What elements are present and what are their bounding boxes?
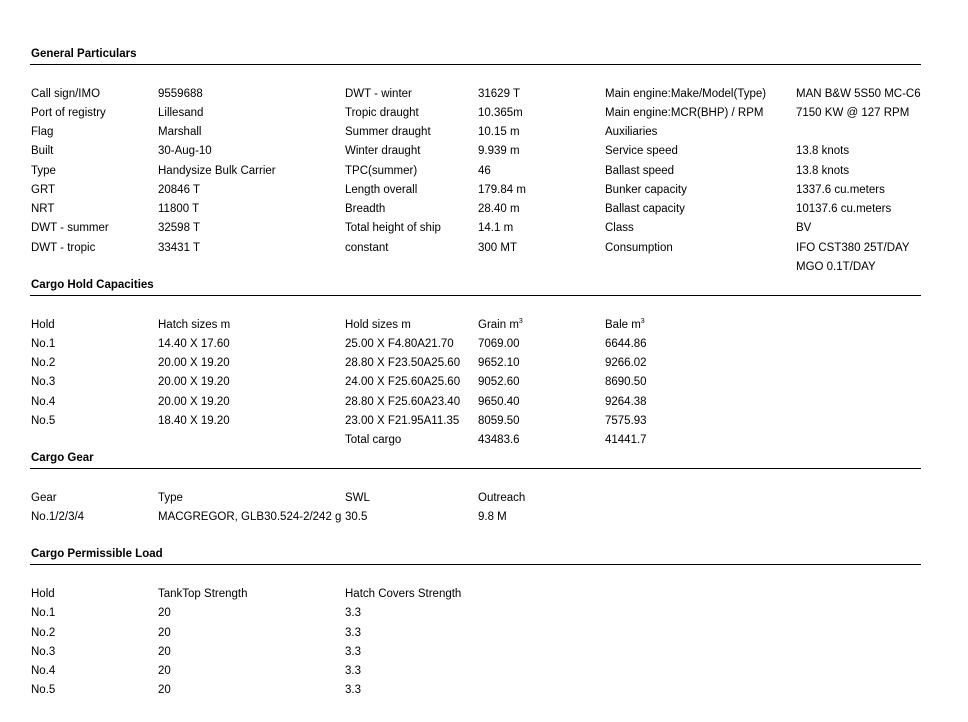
gear-cell-gear: No.1/2/3/4: [31, 511, 85, 523]
section-title-cargo-hold-capacities: Cargo Hold Capacities: [31, 279, 154, 291]
holds-cell-bale: 8690.50: [605, 376, 647, 388]
holds-cell-bale: 9266.02: [605, 357, 647, 369]
general-value: 31629 T: [478, 88, 520, 100]
load-cell-tanktop: 20: [158, 646, 171, 658]
general-label: DWT - summer: [31, 222, 109, 234]
section-title-cargo-permissible-load: Cargo Permissible Load: [31, 548, 163, 560]
holds-cell-hatch: 18.40 X 19.20: [158, 415, 230, 427]
holds-cell-hold: No.1: [31, 338, 56, 350]
general-label: Service speed: [605, 145, 678, 157]
general-value: BV: [796, 222, 812, 234]
general-value: 14.1 m: [478, 222, 514, 234]
holds-cell-hatch: 20.00 X 19.20: [158, 376, 230, 388]
holds-cell-hold: No.2: [31, 357, 56, 369]
general-value: Lillesand: [158, 107, 204, 119]
holds-cell-hatch: 20.00 X 19.20: [158, 396, 230, 408]
general-value: Marshall: [158, 126, 202, 138]
general-value: 179.84 m: [478, 184, 526, 196]
general-value: 10.15 m: [478, 126, 520, 138]
load-cell-tanktop: 20: [158, 607, 171, 619]
general-label: Winter draught: [345, 145, 421, 157]
load-cell-tanktop: 20: [158, 627, 171, 639]
general-label: Consumption: [605, 242, 673, 254]
holds-header-bale: [605, 318, 645, 332]
load-cell-hold: No.2: [31, 627, 56, 639]
gear-header-outreach: Outreach: [478, 492, 526, 504]
general-label: Port of registry: [31, 107, 106, 119]
general-label: Total height of ship: [345, 222, 441, 234]
holds-cell-holdsize: 28.80 X F23.50A25.60: [345, 357, 461, 369]
load-header-hold: Hold: [31, 588, 55, 600]
general-label: constant: [345, 242, 389, 254]
load-cell-tanktop: 20: [158, 665, 171, 677]
holds-cell-grain: 8059.50: [478, 415, 520, 427]
general-label: Length overall: [345, 184, 418, 196]
general-label: Built: [31, 145, 54, 157]
general-value: 33431 T: [158, 242, 200, 254]
holds-cell-grain: 9650.40: [478, 396, 520, 408]
general-value-consumption-extra: MGO 0.1T/DAY: [796, 261, 876, 273]
holds-cell-bale: 7575.93: [605, 415, 647, 427]
general-label: DWT - tropic: [31, 242, 96, 254]
load-cell-hatch: 3.3: [345, 665, 361, 677]
general-label: Main engine:Make/Model(Type): [605, 88, 767, 100]
general-value: 9559688: [158, 88, 203, 100]
holds-cell-holdsize: 25.00 X F4.80A21.70: [345, 338, 454, 350]
section-title-general-particulars: General Particulars: [31, 48, 137, 60]
general-label: TPC(summer): [345, 165, 418, 177]
general-label: Bunker capacity: [605, 184, 687, 196]
section-divider: [30, 295, 921, 296]
general-label: Type: [31, 165, 56, 177]
holds-cell-holdsize: 24.00 X F25.60A25.60: [345, 376, 461, 388]
general-value: 28.40 m: [478, 203, 520, 215]
general-label: Tropic draught: [345, 107, 419, 119]
load-cell-tanktop: 20: [158, 684, 171, 696]
holds-cell-grain: 7069.00: [478, 338, 520, 350]
gear-cell-swl: 30.5: [345, 511, 368, 523]
general-value: 46: [478, 165, 491, 177]
holds-header-grain: [478, 318, 523, 332]
load-cell-hatch: 3.3: [345, 627, 361, 639]
general-value: 30-Aug-10: [158, 145, 212, 157]
gear-header-swl: SWL: [345, 492, 370, 504]
holds-header-holdsize: Hold sizes m: [345, 319, 411, 331]
general-label: DWT - winter: [345, 88, 412, 100]
load-cell-hold: No.1: [31, 607, 56, 619]
load-cell-hatch: 3.3: [345, 646, 361, 658]
unit-superscript: 3: [518, 318, 523, 325]
section-divider: [30, 468, 921, 469]
gear-cell-type: MACGREGOR, GLB30.524-2/242 g: [158, 511, 342, 523]
general-value: 11800 T: [158, 203, 200, 215]
general-label: Call sign/IMO: [31, 88, 101, 100]
bale-label: Bale m: [605, 319, 641, 331]
grain-label: Grain m: [478, 319, 519, 331]
holds-cell-holdsize: 28.80 X F25.60A23.40: [345, 396, 461, 408]
general-label: Main engine:MCR(BHP) / RPM: [605, 107, 764, 119]
general-label: Class: [605, 222, 634, 234]
load-header-tanktop: TankTop Strength: [158, 588, 248, 600]
load-cell-hold: No.4: [31, 665, 56, 677]
general-value: 13.8 knots: [796, 145, 850, 157]
load-cell-hatch: 3.3: [345, 684, 361, 696]
general-label: Flag: [31, 126, 54, 138]
load-cell-hold: No.3: [31, 646, 56, 658]
holds-total-bale: 41441.7: [605, 434, 647, 446]
general-value: 1337.6 cu.meters: [796, 184, 885, 196]
holds-cell-holdsize: 23.00 X F21.95A11.35: [345, 415, 460, 427]
general-value: 9.939 m: [478, 145, 520, 157]
general-label: Ballast capacity: [605, 203, 685, 215]
holds-cell-hatch: 14.40 X 17.60: [158, 338, 230, 350]
general-value: Handysize Bulk Carrier: [158, 165, 276, 177]
general-label: NRT: [31, 203, 55, 215]
load-cell-hatch: 3.3: [345, 607, 361, 619]
section-divider: [30, 564, 921, 565]
general-label: Auxiliaries: [605, 126, 658, 138]
holds-cell-hold: No.5: [31, 415, 56, 427]
unit-superscript: 3: [640, 318, 645, 325]
general-label: Ballast speed: [605, 165, 675, 177]
general-value: 300 MT: [478, 242, 517, 254]
general-value: 10.365m: [478, 107, 523, 119]
general-value: 32598 T: [158, 222, 200, 234]
holds-total-grain: 43483.6: [478, 434, 520, 446]
holds-header-hatch: Hatch sizes m: [158, 319, 231, 331]
holds-total-label: Total cargo: [345, 434, 402, 446]
holds-cell-bale: 9264.38: [605, 396, 647, 408]
load-cell-hold: No.5: [31, 684, 56, 696]
general-value: 20846 T: [158, 184, 200, 196]
general-value: MAN B&W 5S50 MC-C6: [796, 88, 921, 100]
gear-header-type: Type: [158, 492, 183, 504]
holds-cell-hold: No.3: [31, 376, 56, 388]
general-label: GRT: [31, 184, 56, 196]
general-label: Breadth: [345, 203, 386, 215]
general-value: 13.8 knots: [796, 165, 850, 177]
section-title-cargo-gear: Cargo Gear: [31, 452, 94, 464]
general-value: 10137.6 cu.meters: [796, 203, 892, 215]
load-header-hatch: Hatch Covers Strength: [345, 588, 462, 600]
holds-cell-hatch: 20.00 X 19.20: [158, 357, 230, 369]
general-value: 7150 KW @ 127 RPM: [796, 107, 910, 119]
gear-header-gear: Gear: [31, 492, 57, 504]
general-value: IFO CST380 25T/DAY: [796, 242, 910, 254]
gear-cell-outreach: 9.8 M: [478, 511, 507, 523]
holds-cell-grain: 9052.60: [478, 376, 520, 388]
holds-cell-grain: 9652.10: [478, 357, 520, 369]
holds-cell-hold: No.4: [31, 396, 56, 408]
holds-header-hold: Hold: [31, 319, 55, 331]
section-divider: [30, 64, 921, 65]
general-label: Summer draught: [345, 126, 431, 138]
holds-cell-bale: 6644.86: [605, 338, 647, 350]
